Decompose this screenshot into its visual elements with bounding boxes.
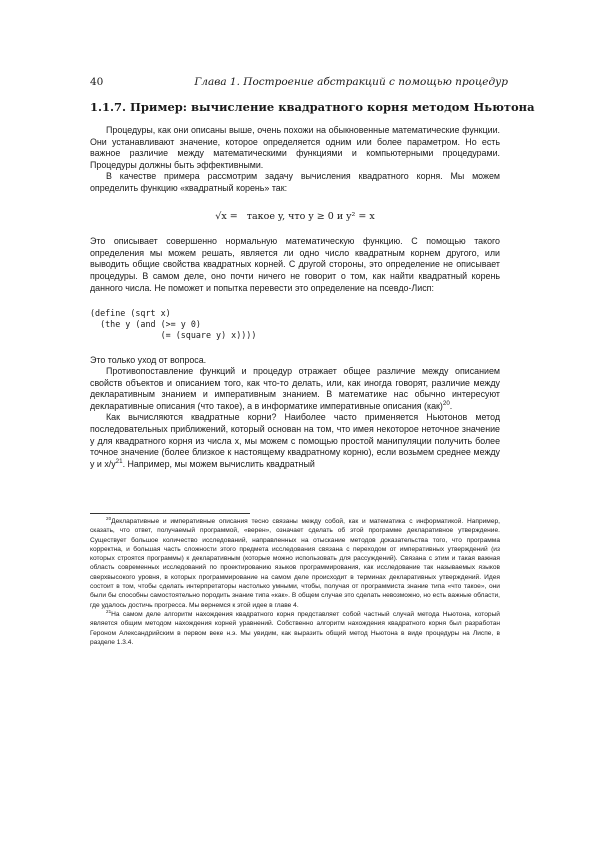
paragraph (90, 366, 500, 412)
paragraph (90, 412, 500, 470)
paragraph-text-end: . (449, 400, 453, 411)
code-block: (define (sqrt x) (the y (and (>= y 0) (= (square y) x)))) (90, 308, 257, 340)
footnote-20 (90, 517, 500, 610)
footnote-21 (90, 610, 500, 647)
page-number: 40 (90, 76, 104, 88)
section-title: 1.1.7. Пример: вычисление квадратного корня методом Ньютона (90, 100, 535, 114)
footnote-mark: 21 (106, 608, 112, 614)
footnote-text: Декларативные и императивные описания тесно связаны между собой, как и математика с информатикой. Например, сказать, что ответ, получаемый программой, «верен», означает сделать об этой программе декларативное утверждение. Существует большое количество исследований, направленных на отыскание методов доказательства того, что программа корректна, и большая часть сложности этого предмета исследования связана с переходом от императивных утверждений (из которых строятся программы) к декларативным (которые можно использовать для рассуждений). Связана с этим и такая важная область современных исследований по проектированию языков программирования, как исследование так называемых языков сверхвысокого уровня, в которых программирование на самом деле происходит в терминах декларативных утверждений. Идея состоит в том, чтобы сделать интерпретаторы настолько умными, чтобы, получая от программиста знание типа «что такое», они были бы способны самостоятельно породить знание типа «как». В общем случае это сделать невозможно, но есть важные области, где удалось достичь прогресса. Мы вернемся к этой идее в главе 4. (90, 518, 500, 609)
footnote-text: На самом деле алгоритм нахождения квадратного корня представляет собой частный случай метода Ньютона, который является общим методом нахождения корней уравнений. Собственно алгоритм нахождения квадратного корня был разработан Героном Александрийским в первом веке н.э. Мы увидим, как выразить общий метод Ньютона в виде процедуры на Лиспе, в разделе 1.3.4. (90, 610, 500, 646)
formula-lhs: √x = (215, 210, 238, 222)
paragraph-text: Противопоставление функций и процедур отражает общее различие между описанием свойств объектов и описанием того, как что-то делать, или, как иногда говорят, различие между декларативным знанием и императивным знанием. В математике нас обычно интересуют декларативные описания (что такое), а в информатике императивные описания (как) (90, 366, 500, 411)
footnote-mark: 20 (106, 515, 112, 521)
footnote-ref-20[interactable]: 20 (442, 399, 450, 407)
formula-rhs: такое y, что y ≥ 0 и y² = x (246, 210, 375, 222)
footnotes (90, 517, 500, 647)
paragraph: Это описывает совершенно нормальную математическую функцию. С помощью такого определения мы можем решать, является ли одно число квадратным корнем другого, или выводить общие свойства квадратных корней. С другой стороны, это определение не описывает процедуры. В самом деле, оно почти ничего не говорит о том, как найти квадратный корень данного числа. Не поможет и попытка перевести это определение на псевдо-Лисп: (90, 236, 500, 293)
paragraph-text: Как вычисляются квадратные корни? Наиболее часто применяется Ньютонов метод последовательных приближений, который основан на том, что имея некоторое неточное значение y для квадратного корня из числа x, мы можем с помощью простой манипуляции получить более точное значение (более близкое к настоящему квадратному корню), если возьмем среднее между y и x/y (90, 412, 500, 469)
paragraph-text-end: . Например, мы можем вычислить квадратный (122, 458, 315, 469)
footnote-divider (90, 513, 250, 514)
paragraph: Это только уход от вопроса. (90, 354, 207, 365)
footnote-ref-21[interactable]: 21 (115, 457, 123, 465)
paragraph: В качестве примера рассмотрим задачу вычисления квадратного корня. Мы можем определить функцию «квадратный корень» так: (90, 171, 500, 193)
sqrt-definition-formula (90, 211, 500, 223)
chapter-title: Глава 1. Построение абстракций с помощью процедур (194, 76, 508, 88)
paragraph: Процедуры, как они описаны выше, очень похожи на обыкновенные математические функции. Они устанавливают значение, которое определяется одним или более параметром. Но есть важное различие между математическими функциями и компьютерными процедурами. Процедуры должны быть эффективными. (90, 125, 500, 170)
body-text (90, 125, 500, 470)
